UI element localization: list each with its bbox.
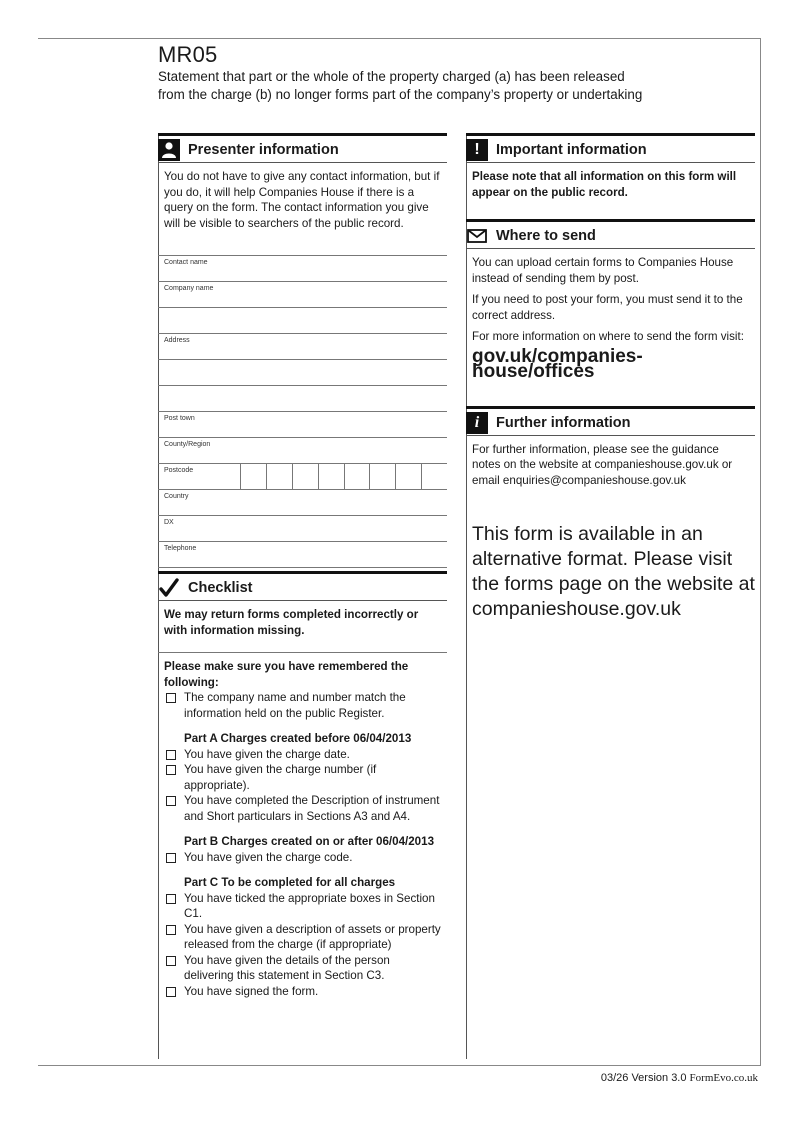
checkbox[interactable] [166, 765, 176, 775]
checklist-item[interactable]: The company name and number match the information held on the public Register. [164, 690, 441, 721]
checklist-item[interactable]: You have given the charge number (if appropriate). [164, 762, 441, 793]
page-footer [601, 1072, 758, 1084]
general-checklist [164, 690, 441, 721]
important-section-header [466, 133, 755, 162]
checklist-item[interactable]: You have given the charge code. [164, 850, 441, 866]
checklist-title: Checklist [188, 580, 253, 596]
important-body [466, 162, 755, 217]
checkbox[interactable] [166, 796, 176, 806]
country-field[interactable] [158, 490, 447, 516]
part-b-checklist [164, 850, 441, 866]
postcode-label: Postcode [164, 467, 194, 474]
info-icon: i [466, 412, 488, 434]
checklist-item[interactable]: You have given the details of the person delivering this statement in Section C3. [164, 953, 441, 984]
contact-name-field[interactable] [158, 255, 447, 282]
version-text: 03/26 Version 3.0 [600, 1072, 687, 1084]
contact-name-label: Contact name [164, 259, 208, 266]
top-rule [38, 38, 761, 39]
company-name-field-line2[interactable] [158, 308, 447, 334]
important-text: Please note that all information on this form will appear on the public record. [472, 170, 737, 199]
company-name-label: Company name [164, 285, 214, 292]
address-label: Address [164, 337, 190, 344]
dx-label: DX [164, 519, 174, 526]
dx-field[interactable] [158, 516, 447, 542]
county-label: County/Region [164, 441, 211, 448]
company-name-field[interactable] [158, 282, 447, 308]
checklist-remember: Please make sure you have remembered the following: [164, 660, 409, 689]
checklist-item[interactable]: You have signed the form. [164, 984, 441, 1000]
left-column [158, 133, 447, 1005]
checkbox[interactable] [166, 956, 176, 966]
checkbox[interactable] [166, 693, 176, 703]
checklist-warning: We may return forms completed incorrectly or with information missing. [164, 608, 419, 637]
postcode-field[interactable] [158, 464, 447, 490]
checklist-item[interactable]: You have ticked the appropriate boxes in Section C1. [164, 891, 441, 922]
telephone-label: Telephone [164, 545, 197, 552]
checklist-item[interactable]: You have completed the Description of instrument and Short particulars in Sections A3 and A4. [164, 793, 441, 824]
presenter-fields [158, 255, 447, 568]
presenter-section-header [158, 133, 447, 162]
bottom-rule [38, 1065, 761, 1066]
presenter-intro: You do not have to give any contact information, but if you do, it will help Companies House if there is a query on the form. The contact information you give will be visible to searchers of the public record. [164, 170, 440, 230]
address-field-line3[interactable] [158, 386, 447, 412]
further-info-body [466, 435, 755, 501]
presenter-body [158, 162, 447, 243]
checkbox[interactable] [166, 750, 176, 760]
where-to-send-p1: You can upload certain forms to Companies House instead of sending them by post. [472, 256, 734, 285]
checkbox[interactable] [166, 925, 176, 935]
right-rule [760, 38, 761, 1065]
presenter-title: Presenter information [188, 142, 339, 158]
part-a-checklist [164, 747, 441, 825]
part-b-heading: Part B Charges created on or after 06/04/2013 [184, 835, 435, 848]
person-icon [158, 139, 180, 161]
right-column [466, 133, 755, 622]
important-title: Important information [496, 142, 647, 158]
address-field[interactable] [158, 334, 447, 360]
further-info-title: Further information [496, 414, 631, 431]
post-town-label: Post town [164, 415, 195, 422]
checklist-item[interactable]: You have given the charge date. [164, 747, 441, 763]
alternative-format-note: This form is available in an alternative format. Please visit the forms page on the website at companieshouse.gov.uk [472, 523, 755, 620]
offices-link[interactable]: gov.uk/companies-house/offices [472, 345, 643, 382]
postcode-cells[interactable] [240, 464, 447, 489]
part-c-checklist [164, 891, 441, 1000]
post-town-field[interactable] [158, 412, 447, 438]
checkbox[interactable] [166, 894, 176, 904]
brand-text: FormEvo.co.uk [689, 1072, 758, 1084]
form-header [158, 42, 758, 104]
where-to-send-body [466, 248, 755, 386]
checkbox[interactable] [166, 987, 176, 997]
part-a-heading: Part A Charges created before 06/04/2013 [184, 732, 412, 745]
where-to-send-title: Where to send [496, 228, 596, 244]
checklist-body [158, 600, 447, 1005]
where-to-send-header [466, 219, 755, 248]
checklist-section-header [158, 571, 447, 600]
checklist-divider [158, 652, 447, 653]
further-info-header [466, 406, 755, 435]
exclamation-icon: ! [466, 139, 488, 161]
part-c-heading: Part C To be completed for all charges [184, 876, 396, 889]
checkmark-icon [158, 577, 180, 599]
address-field-line2[interactable] [158, 360, 447, 386]
county-field[interactable] [158, 438, 447, 464]
envelope-icon [466, 225, 488, 247]
where-to-send-p3: For more information on where to send the form visit: [472, 330, 744, 343]
country-label: Country [164, 493, 189, 500]
further-info-text: For further information, please see the guidance notes on the website at companieshouse.gov.uk or email enquiries@companieshouse.gov.uk [472, 442, 733, 487]
telephone-field[interactable] [158, 542, 447, 568]
where-to-send-p2: If you need to post your form, you must send it to the correct address. [472, 293, 743, 322]
form-code: MR05 [158, 42, 218, 67]
form-subtitle: Statement that part or the whole of the property charged (a) has been released from the charge (b) no longer forms part of the company’s property or undertaking [158, 69, 643, 102]
checklist-item[interactable]: You have given a description of assets or property released from the charge (if appropriate) [164, 922, 441, 953]
checkbox[interactable] [166, 853, 176, 863]
